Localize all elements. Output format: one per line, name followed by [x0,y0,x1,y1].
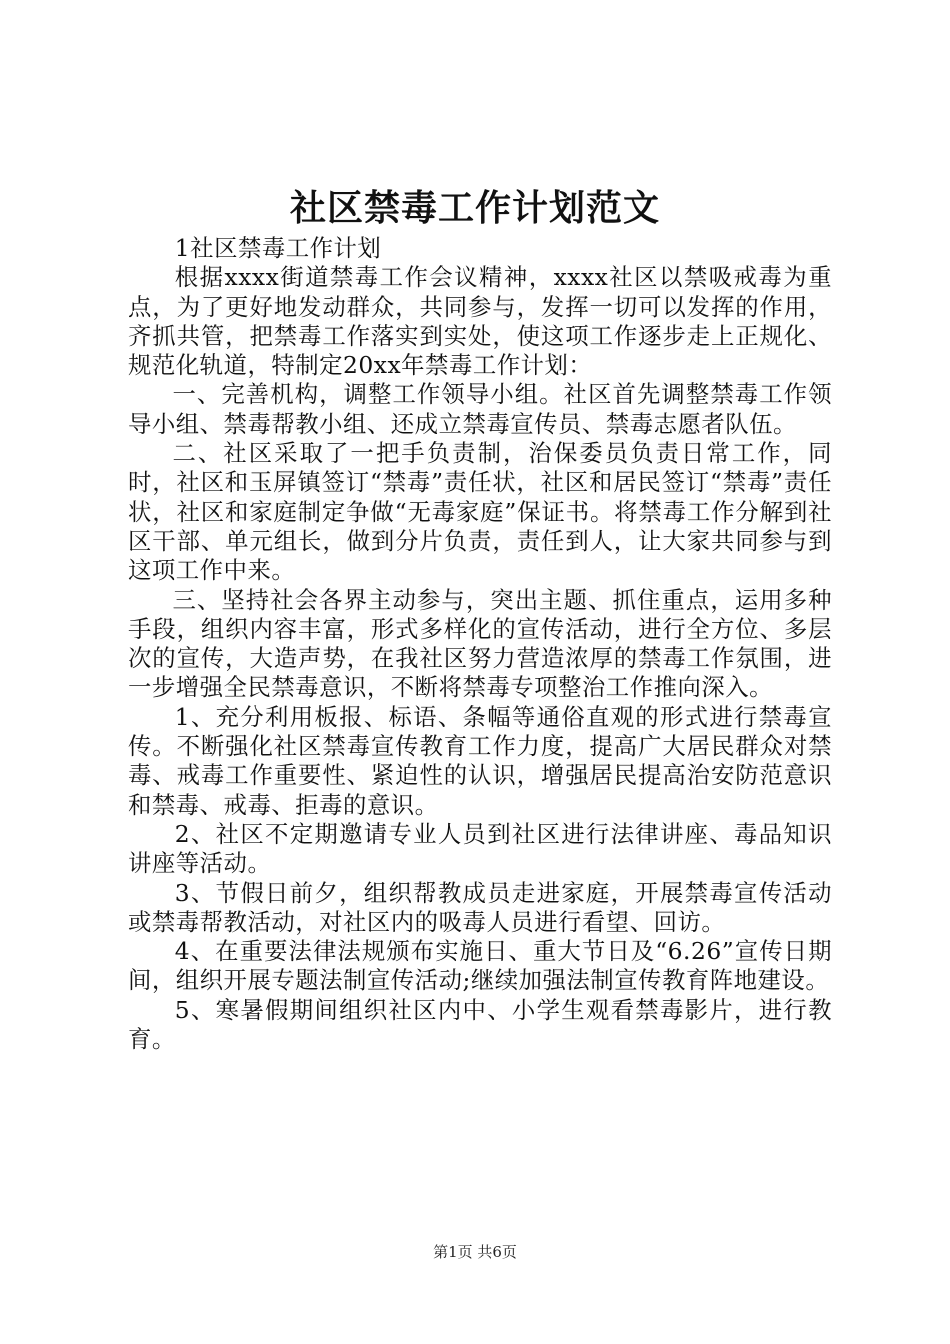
paragraph-item-2: 二、社区采取了一把手负责制，治保委员负责日常工作，同时，社区和玉屏镇签订“禁毒”责任状，社区和居民签订“禁毒”责任状，社区和家庭制定争做“无毒家庭”保证书。将禁毒工作分解到社区干部、单元组长，做到分片负责，责任到人，让大家共同参与到这项工作中来。 [128,439,832,585]
page-number-footer: 第1页 共6页 [433,1243,517,1261]
paragraph-subitem-3: 3、节假日前夕，组织帮教成员走进家庭，开展禁毒宣传活动或禁毒帮教活动，对社区内的吸毒人员进行看望、回访。 [128,878,832,936]
paragraph-subitem-4: 4、在重要法律法规颁布实施日、重大节日及“6.26”宣传日期间，组织开展专题法制宣传活动;继续加强法制宣传教育阵地建设。 [128,937,832,995]
paragraph-subitem-1: 1、充分利用板报、标语、条幅等通俗直观的形式进行禁毒宣传。不断强化社区禁毒宣传教育工作力度，提高广大居民群众对禁毒、戒毒工作重要性、紧迫性的认识，增强居民提高治安防范意识和禁毒、戒毒、拒毒的意识。 [128,702,832,819]
paragraph-intro: 根据xxxx街道禁毒工作会议精神，xxxx社区以禁吸戒毒为重点，为了更好地发动群众，共同参与，发挥一切可以发挥的作用，齐抓共管，把禁毒工作落实到实处，使这项工作逐步走上正规化、规范化轨道，特制定20xx年禁毒工作计划： [128,263,832,380]
paragraph-subitem-2: 2、社区不定期邀请专业人员到社区进行法律讲座、毒品知识讲座等活动。 [128,819,832,878]
page-title: 社区禁毒工作计划范文 [289,187,660,229]
document-body [128,234,832,1054]
paragraph-item-1: 一、完善机构，调整工作领导小组。社区首先调整禁毒工作领导小组、禁毒帮教小组、还成立禁毒宣传员、禁毒志愿者队伍。 [128,380,832,438]
section-heading: 1社区禁毒工作计划 [174,234,382,262]
paragraph-subitem-5: 5、寒暑假期间组织社区内中、小学生观看禁毒影片，进行教育。 [128,995,832,1054]
paragraph-item-3: 三、坚持社会各界主动参与，突出主题、抓住重点，运用多种手段，组织内容丰富，形式多样化的宣传活动，进行全方位、多层次的宣传，大造声势，在我社区努力营造浓厚的禁毒工作氛围，进一步增强全民禁毒意识，不断将禁毒专项整治工作推向深入。 [128,585,832,702]
